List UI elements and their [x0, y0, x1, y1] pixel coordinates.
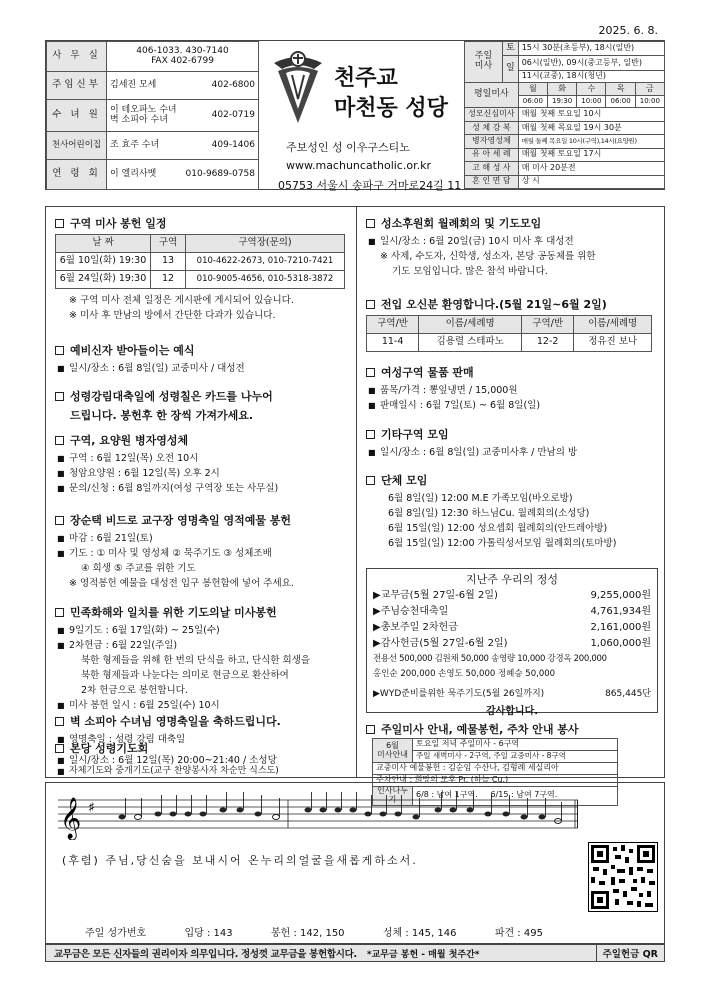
section-title: 여성구역 물품 판매	[381, 366, 474, 379]
day-fri: 금	[635, 83, 664, 95]
mass-row-label: 병자영성체	[465, 135, 519, 148]
note: ※ 사제, 수도자, 신학생, 성소자, 본당 공동체를 위한	[366, 249, 658, 264]
service-greet-1: 6/8 : 남여 1구역.	[416, 790, 478, 800]
table-header: 구역장(문의)	[186, 235, 345, 253]
time-fri: 10:00	[635, 95, 664, 107]
offering-label: ▶주님승천대축일	[373, 606, 449, 617]
mass-row-label: 유 아 세 례	[465, 148, 519, 161]
list-item: ■ 청암요양원 : 6월 12일(목) 오후 2시	[55, 466, 351, 481]
offering-row	[373, 636, 651, 652]
list-item: 6월 8일(일) 12:30 하느님Cu. 월례회의(소성당)	[388, 508, 590, 519]
service-gift: 교중미사 예물봉헌 : 김순임 수산나, 김형례 세실리아	[373, 763, 618, 775]
bulletin-date: 2025. 6. 8.	[598, 24, 658, 37]
section-title: 단체 모임	[381, 474, 428, 487]
service-parking: 주차안내 : 희망의 모후 Pr. (하늘 Cu.)	[373, 775, 618, 787]
mission-phone: 409-1406	[211, 139, 255, 150]
section-groups	[366, 472, 658, 551]
office-phone: 406-1033. 430-7140	[136, 45, 229, 56]
church-address: 05753 서울시 송파구 거마로24길 11	[278, 179, 462, 192]
note-cont: 기도 모임입니다. 많은 참석 바랍니다.	[392, 266, 548, 277]
section-sick-communion	[55, 432, 351, 496]
list-item: ■ 일시/장소 : 6월 12일(목) 20:00~21:40 / 소성당	[55, 755, 351, 766]
section-reconciliation	[55, 604, 351, 713]
table-header: 이름/세례명	[574, 316, 652, 334]
svg-text:𝄞: 𝄞	[60, 798, 82, 839]
offering-box	[366, 568, 658, 717]
mass-row-value: 매월 첫째 토요일 10시	[518, 108, 664, 121]
list-item: ■ 자체기도와 중개기도(교구 찬양봉사자 차순만 식스도)	[55, 766, 351, 777]
section-catechumen	[55, 342, 351, 376]
section-title: 본당 성령기도회	[70, 742, 149, 755]
qr-label: 주일헌금 QR	[596, 945, 664, 961]
section-other-district	[366, 426, 658, 460]
list-item-cont: ④ 희생 ⑤ 주교를 위한 기도	[81, 563, 196, 574]
list-item: ■ 일시/장소 : 6월 8일(일) 교중미사후 / 만남의 방	[366, 445, 658, 460]
offering-title: 지난주 우리의 정성	[465, 573, 558, 586]
table-row	[367, 334, 652, 352]
hymn-label: 주일 성가번호	[85, 927, 147, 939]
column-divider	[356, 206, 357, 778]
contact-table	[46, 41, 259, 190]
table-cell: 11-4	[367, 334, 419, 352]
nuns-phone: 402-0719	[211, 109, 255, 120]
offering-amount: 4,761,934원	[590, 606, 651, 617]
section-spiritual-gift	[55, 512, 351, 591]
lyrics: (후렴) 주님,당신숨을 보내시어 온누리의얼굴을새롭게하소서.	[62, 854, 418, 867]
sun-times-2: 11시(교중), 18시(청년)	[518, 70, 664, 82]
hymn-row	[45, 922, 583, 940]
day-thu: 목	[606, 83, 635, 95]
footer-slogan: 교무금은 모든 신자들의 권리이자 의무입니다. 정성껏 교무금을 봉헌합시다.	[54, 949, 357, 960]
list-item: ■ 기도 : ① 미사 및 영성체 ② 묵주기도 ③ 성체조배	[55, 546, 351, 561]
paragraph-line: 북한 형제들을 위해 한 번의 단식을 하고, 단식한 희생을	[81, 655, 311, 666]
time-tue: 19:30	[547, 95, 576, 107]
offering-label: ▶감사헌금(5월 27일-6월 2일)	[373, 638, 508, 649]
section-title: 민족화해와 일치를 위한 기도의날 미사봉헌	[70, 606, 277, 619]
table-row	[56, 271, 345, 289]
church-title-1: 천주교	[334, 66, 398, 91]
table-cell: 010-9005-4656, 010-5318-3872	[186, 271, 345, 289]
welcome-table	[366, 315, 652, 352]
website-link[interactable]: www.machuncatholic.or.kr	[286, 159, 431, 172]
table-header: 구역/반	[367, 316, 419, 334]
music-staff	[58, 790, 578, 840]
sat-times: 15시 30분(초등부), 18시(일반)	[518, 42, 664, 56]
service-month: 6월 미사안내	[373, 739, 413, 763]
section-sale	[366, 364, 658, 413]
service-sat: 토요일 저녁 주일미사 - 6구역	[413, 739, 618, 751]
council-name: 이 엘리사벳	[110, 168, 157, 179]
mass-row-value: 매 미사 20분전	[518, 162, 664, 175]
offering-amount: 2,161,000원	[590, 622, 651, 633]
offering-amount: 9,255,000원	[590, 590, 651, 601]
list-item: ■ 문의/신청 : 6월 8일까지(여성 구역장 또는 사무실)	[55, 481, 351, 496]
footer-slogan-bar	[45, 944, 665, 962]
table-cell: 12	[151, 271, 186, 289]
hymn-recessional: 파견 : 495	[494, 927, 543, 939]
section-prayer-group-items	[55, 755, 351, 777]
offering-row	[373, 620, 651, 636]
list-item: ■ 품목/가격 : 뽕잎냉면 / 15,000원	[366, 383, 658, 398]
mass-row-label: 고 해 성 사	[465, 162, 519, 175]
note: ※ 영적봉헌 예물을 대성전 입구 봉헌함에 넣어 주세요.	[55, 576, 351, 591]
church-title-2: 마천동 성당	[334, 96, 448, 121]
note: ※ 구역 미사 전체 일정은 게시판에 게시되어 있습니다.	[55, 293, 351, 308]
note: ※ 미사 후 만남의 방에서 간단한 다과가 있습니다.	[55, 308, 351, 323]
footer-slogan-2: *교무금 봉헌 - 매월 첫주간*	[366, 949, 480, 960]
mass-row-value: 매월 둘째 목요일 10시(구역),14시(요양원)	[518, 135, 664, 148]
pastor-phone: 402-6800	[211, 79, 255, 90]
mass-row-label: 성모신심미사	[465, 108, 519, 121]
nun-name-2: 벽 소피아 수녀	[110, 114, 168, 125]
list-item: ■ 미사 봉헌 일시 : 6월 25일(수) 10시	[55, 698, 351, 713]
list-item: ■ 일시/장소 : 6월 8일(일) 교중미사 / 대성전	[55, 361, 351, 376]
list-item: 6월 8일(일) 12:00 M.E 가족모임(바오로방)	[388, 493, 573, 504]
offering-row	[373, 588, 651, 604]
table-header: 날 짜	[56, 235, 151, 253]
time-wed: 10:00	[577, 95, 606, 107]
sat-label: 토	[503, 42, 519, 56]
paragraph-line: 2차 헌금으로 봉헌합니다.	[81, 685, 188, 696]
svg-text:♯: ♯	[88, 800, 95, 816]
mass-row-label: 혼 인 면 담	[465, 175, 519, 189]
offering-amount: 1,060,000원	[590, 638, 651, 649]
table-header: 구역/반	[522, 316, 574, 334]
table-header: 이름/세례명	[419, 316, 522, 334]
sun-label: 일	[503, 56, 519, 83]
table-cell: 6월 24일(화) 19:30	[56, 271, 151, 289]
church-logo-icon	[268, 49, 328, 129]
nuns-label: 수 녀 원	[47, 100, 107, 132]
service-greet-2: 6/15 : 남여 7구역.	[490, 790, 558, 800]
thanks-text: 감사합니다.	[485, 706, 539, 717]
list-item: ■ 2차헌금 : 6월 22일(주일)	[55, 638, 351, 653]
section-title: 구역 미사 봉헌 일정	[70, 217, 167, 230]
table-row	[56, 253, 345, 271]
mass-row-value: 매월 첫째 목요일 19시 30분	[518, 121, 664, 134]
section-district-mass	[55, 215, 351, 323]
section-title: 주일미사 안내, 예물봉헌, 주차 안내 봉사	[381, 723, 579, 736]
wyd-label: ▶WYD준비를위한 묵주기도(5월 26일까지)	[373, 689, 545, 699]
hymn-entry: 입당 : 143	[184, 927, 233, 939]
sun-times-1: 06시(일반), 09시(중고등부, 일반)	[518, 56, 664, 70]
list-item: ■ 일시/장소 : 6월 20일(금) 10시 미사 후 대성전	[366, 234, 658, 249]
list-item: 6월 15일(일) 12:00 가톨릭성서모임 월례회의(토마방)	[388, 538, 617, 549]
section-title: 성소후원회 월례회의 및 기도모임	[381, 217, 542, 230]
list-item: ■ 9일기도 : 6월 17일(화) ~ 25일(수)	[55, 623, 351, 638]
list-item: ■ 마감 : 6월 21일(토)	[55, 531, 351, 546]
day-tue: 화	[547, 83, 576, 95]
wyd-amount: 865,445단	[605, 689, 651, 699]
hymn-offertory: 봉헌 : 142, 150	[270, 927, 345, 939]
donor-list: 홍인순 200,000 손영도 50,000 정혜승 50,000	[373, 669, 556, 679]
service-sun: 주일 새벽미사 - 2구역, 주일 교중미사 - 8구역	[413, 751, 618, 763]
table-cell: 김용렬 스테파노	[419, 334, 522, 352]
weekday-mass-label: 평일미사	[465, 83, 519, 108]
section-title: 벽 소피아 수녀님 영명축일을 축하드립니다.	[70, 715, 281, 728]
section-welcome	[366, 296, 658, 352]
section-title: 기타구역 모임	[381, 428, 449, 441]
section-pentecost-cards	[55, 388, 351, 426]
qr-code-icon[interactable]	[588, 842, 658, 912]
time-mon: 06:00	[518, 95, 547, 107]
nun-name-1: 이 테오파노 수녀	[110, 104, 177, 115]
section-title: 전입 오신분 환영합니다.(5월 21일~6월 2일)	[381, 298, 607, 311]
service-greet-label: 인사나누기	[373, 787, 413, 806]
day-wed: 수	[577, 83, 606, 95]
donor-list: 전용선 500,000 김원채 50,000 송영량 10,000 강경옥 200,000	[373, 654, 607, 664]
wyd-row	[373, 686, 651, 702]
office-fax: FAX 402-6799	[151, 55, 214, 66]
time-thu: 06:00	[606, 95, 635, 107]
section-title: 구역, 요양원 병자영성체	[70, 434, 189, 447]
offering-label: ▶총보주일 2차헌금	[373, 622, 458, 633]
mass-table	[464, 41, 665, 189]
section-vocation	[366, 215, 658, 279]
table-cell: 정유진 보나	[574, 334, 652, 352]
section-title: 성령강림대축일에 성령칠은 카드를 나누어	[70, 390, 273, 403]
day-mon: 월	[518, 83, 547, 95]
pastor-label: 주임신부	[47, 72, 107, 100]
mass-row-label: 성 체 강 복	[465, 121, 519, 134]
table-cell: 010-4622-2673, 010-7210-7421	[186, 253, 345, 271]
list-item: ■ 구역 : 6월 12일(목) 오전 10시	[55, 451, 351, 466]
header-box	[45, 40, 665, 190]
office-label: 사 무 실	[47, 42, 107, 72]
section-title-cont: 드립니다. 봉헌후 한 장씩 가져가세요.	[70, 409, 254, 422]
mission-label: 천사어린이집	[47, 132, 107, 160]
mass-row-value: 상 시	[518, 175, 664, 189]
district-mass-table	[55, 234, 345, 289]
pastor-name: 김세진 모세	[110, 79, 157, 90]
offering-row	[373, 604, 651, 620]
hymn-communion: 성체 : 145, 146	[382, 927, 457, 939]
paragraph-line: 북한 형제들과 나눈다는 의미로 현금으로 환산하여	[81, 670, 289, 681]
council-label: 연 령 회	[47, 160, 107, 190]
section-title: 장순택 비드로 교구장 영명축일 영적예물 봉헌	[70, 514, 292, 527]
table-header: 구역	[151, 235, 186, 253]
table-cell: 13	[151, 253, 186, 271]
council-phone: 010-9689-0758	[185, 168, 255, 179]
table-cell: 12-2	[522, 334, 574, 352]
mission-name: 조 효주 수녀	[110, 139, 160, 150]
list-item: ■ 영명축일 : 성령 강림 대축일	[55, 732, 351, 747]
patron-saint: 주보성인 성 이우구스티노	[286, 141, 410, 154]
offering-label: ▶교무금(5월 27일-6월 2일)	[373, 590, 498, 601]
sunday-mass-label: 주일 미사	[465, 42, 503, 83]
table-cell: 6월 10일(화) 19:30	[56, 253, 151, 271]
mass-row-value: 매월 첫째 토요일 17시	[518, 148, 664, 161]
list-item: 6월 15일(일) 12:00 성요셉회 월례회의(안드레아방)	[388, 523, 608, 534]
section-title: 예비신자 받아들이는 예식	[70, 344, 195, 357]
list-item: ■ 판매일시 : 6월 7일(토) ~ 6월 8일(일)	[366, 398, 658, 413]
